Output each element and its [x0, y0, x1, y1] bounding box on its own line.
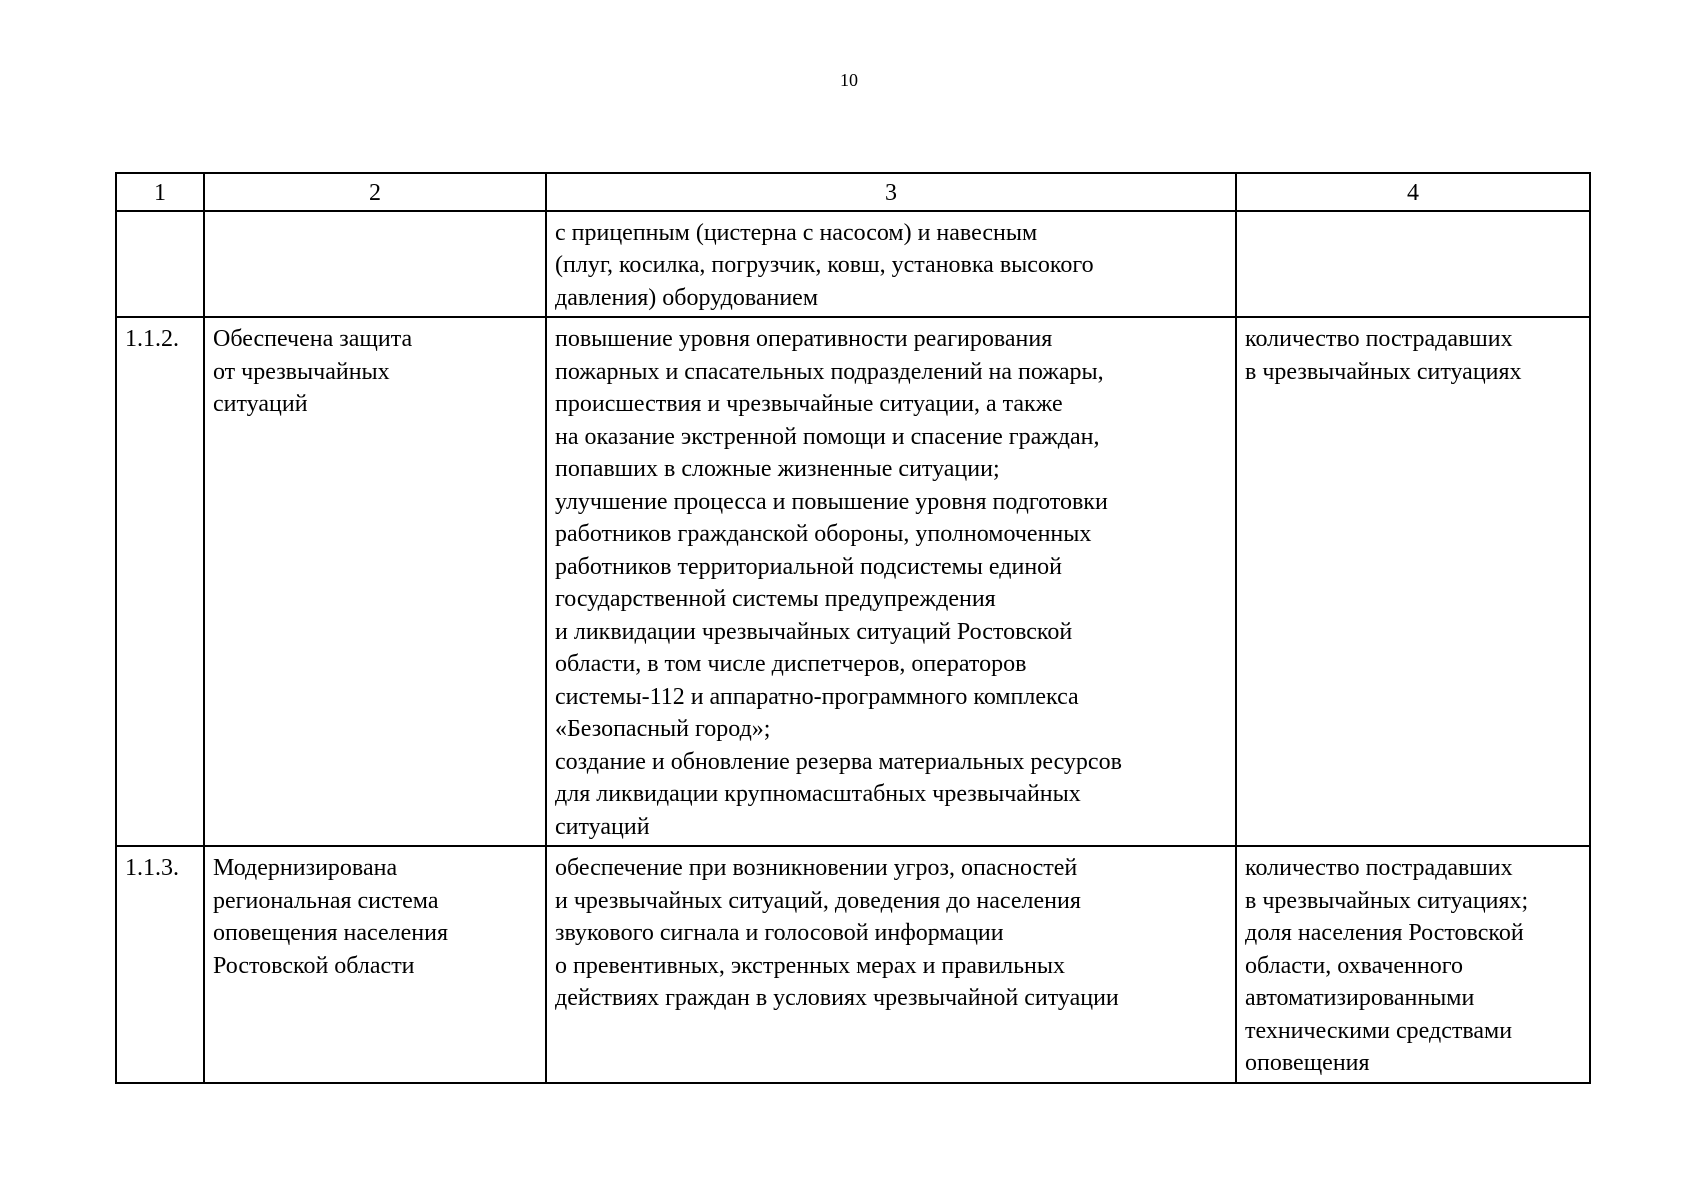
page-number: 10: [840, 70, 858, 90]
table-header-row: [116, 173, 1590, 211]
description-line: работников гражданской обороны, уполномоченных: [555, 521, 1092, 547]
result-cell: [204, 846, 546, 1083]
result-cell: [204, 211, 546, 318]
row-number-cell: 1.1.3.: [116, 846, 204, 1083]
description-line: на оказание экстренной помощи и спасение граждан,: [555, 423, 1100, 450]
description-line: ситуаций: [555, 813, 650, 840]
table-row: [116, 317, 1590, 846]
description-cell: [546, 211, 1236, 318]
description-line: работников территориальной подсистемы единой: [555, 553, 1063, 580]
description-line: улучшение процесса и повышение уровня подготовки: [555, 488, 1108, 515]
description-line: происшествия и чрезвычайные ситуации, а также: [555, 391, 1063, 417]
result-line: ситуаций: [213, 391, 308, 417]
table-row: [116, 846, 1590, 1083]
row-number-cell: 1.1.2.: [116, 317, 204, 846]
indicator-line: доля населения Ростовской: [1245, 920, 1524, 946]
table-row: [116, 211, 1590, 318]
description-line: давления) оборудованием: [555, 284, 819, 311]
description-line: государственной системы предупреждения: [555, 586, 996, 612]
description-cell: [546, 317, 1236, 846]
column-header-1: 1: [116, 173, 204, 211]
column-header-3: 3: [546, 173, 1236, 211]
indicator-line: автоматизированными: [1245, 985, 1475, 1011]
indicator-cell: [1236, 317, 1590, 846]
description-line: и чрезвычайных ситуаций, доведения до населения: [555, 887, 1081, 914]
indicator-cell: [1236, 846, 1590, 1083]
table-body: [116, 211, 1590, 1083]
column-header-2: 2: [204, 173, 546, 211]
description-line: для ликвидации крупномасштабных чрезвычайных: [555, 781, 1081, 807]
description-line: о превентивных, экстренных мерах и правильных: [555, 952, 1065, 979]
description-line: повышение уровня оперативности реагирования: [555, 326, 1053, 352]
result-line: оповещения населения: [213, 920, 448, 946]
result-line: региональная система: [213, 887, 439, 914]
description-line: с прицепным (цистерна с насосом) и навесным: [555, 219, 1038, 246]
measures-table: [115, 172, 1591, 1084]
indicator-line: оповещения: [1245, 1050, 1370, 1076]
description-line: действиях граждан в условиях чрезвычайной ситуации: [555, 985, 1119, 1011]
description-line: звукового сигнала и голосовой информации: [555, 920, 1004, 946]
result-line: от чрезвычайных: [213, 358, 390, 385]
indicator-line: количество пострадавших: [1245, 855, 1513, 881]
indicator-line: в чрезвычайных ситуациях: [1245, 358, 1522, 385]
result-line: Ростовской области: [213, 952, 415, 979]
description-line: (плуг, косилка, погрузчик, ковш, установка высокого: [555, 252, 1094, 278]
description-line: пожарных и спасательных подразделений на пожары,: [555, 358, 1104, 385]
indicator-line: количество пострадавших: [1245, 326, 1513, 352]
indicator-cell: [1236, 211, 1590, 318]
result-cell: [204, 317, 546, 846]
indicator-line: области, охваченного: [1245, 952, 1463, 979]
description-line: создание и обновление резерва материальных ресурсов: [555, 748, 1122, 775]
row-number-cell: [116, 211, 204, 318]
description-line: системы-112 и аппаратно-программного комплекса: [555, 683, 1079, 710]
description-line: попавших в сложные жизненные ситуации;: [555, 456, 1000, 482]
result-line: Обеспечена защита: [213, 326, 413, 352]
description-line: и ликвидации чрезвычайных ситуаций Ростовской: [555, 618, 1073, 645]
description-line: области, в том числе диспетчеров, операторов: [555, 651, 1027, 677]
result-line: Модернизирована: [213, 855, 398, 881]
description-line: «Безопасный город»;: [555, 716, 771, 742]
indicator-line: в чрезвычайных ситуациях;: [1245, 887, 1529, 914]
description-cell: [546, 846, 1236, 1083]
indicator-line: техническими средствами: [1245, 1017, 1513, 1044]
column-header-4: 4: [1236, 173, 1590, 211]
description-line: обеспечение при возникновении угроз, опасностей: [555, 855, 1078, 881]
